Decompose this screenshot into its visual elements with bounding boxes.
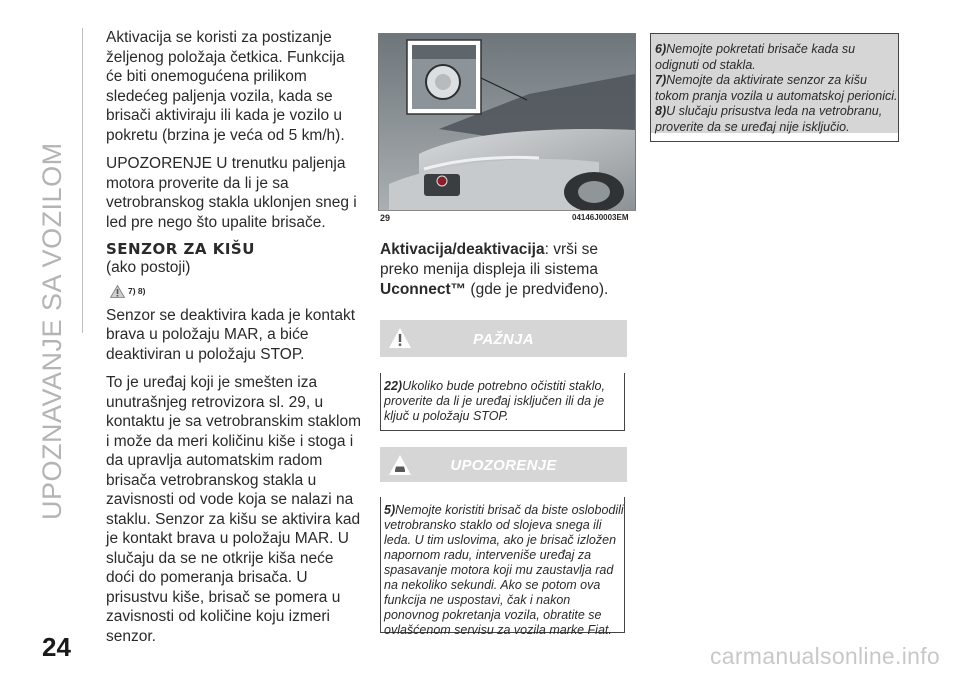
activation-label: Aktivacija/deaktivacija [380, 241, 545, 258]
paragraph-sensor-deactivation: Senzor se deaktivira kada je kontakt brava u položaju MAR, a biće deaktiviran u položaju STOP. [106, 306, 355, 363]
section-subheading: (ako postoji) [106, 259, 191, 276]
note-text: Nemojte pokretati brisače kada su odignuti od stakla. [655, 42, 856, 72]
side-divider [82, 28, 83, 333]
left-column [106, 28, 361, 655]
figure-rain-sensor [378, 33, 636, 211]
activation-text-2: (gde je predviđeno). [466, 281, 609, 298]
caution-reference: 22) [384, 379, 403, 393]
car-windshield-illustration [379, 34, 635, 210]
section-heading: SENZOR ZA KIŠU [106, 240, 255, 258]
note-text: U slučaju prisustva leda na vetrobranu, proverite da se uređaj nije isključio. [655, 104, 883, 134]
warning-header [380, 447, 627, 482]
activation-paragraph [380, 240, 636, 300]
watermark: carmanualsonline.info [709, 643, 940, 669]
caution-body [380, 373, 625, 431]
note-reference: 8) [655, 104, 667, 118]
paragraph-activation: Aktivacija se koristi za postizanje željenog položaja četkica. Funkcija će biti onemogućena prilikom sledećeg paljenja vozila, kada se brisači aktiviraju ili kada je vozilo u pokretu (brzina je veća od 5 km/h). [106, 29, 345, 144]
figure-caption-rule [378, 210, 636, 211]
note-item [655, 104, 898, 135]
note-reference: 6) [655, 42, 667, 56]
reference-markers [110, 282, 361, 302]
caution-text: Ukoliko bude potrebno očistiti staklo, proverite da li je uređaj isključen ili da je ključ u položaju STOP. [384, 379, 605, 423]
note-item [655, 73, 898, 104]
activation-text-1: : vrši se preko menija displeja ili sistema [380, 241, 598, 278]
page-number: 24 [42, 632, 71, 662]
section-side-title: UPOZNAVANJE SA VOZILOM [37, 142, 67, 520]
note-reference: 7) [655, 73, 667, 87]
warning-triangle-icon [110, 285, 125, 298]
note-text: Nemojte da aktivirate senzor za kišu tokom pranja vozila u automatskoj perionici. [655, 73, 898, 103]
reference-numbers: 7) 8) [128, 285, 146, 296]
warning-title: UPOZORENJE [450, 457, 557, 474]
caution-header [380, 320, 627, 357]
note-item [655, 42, 898, 73]
caution-title: PAŽNJA [473, 331, 534, 348]
warning-reference: 5) [384, 503, 396, 517]
paragraph-warning-snow: UPOZORENJE U trenutku paljenja motora proverite da li je sa vetrobranskog stakla uklonjen sneg i led pre nego što upalite brisače. [106, 155, 357, 231]
warning-text: Nemojte koristiti brisač da biste oslobodili vetrobransko staklo od slojeva snega ili leda. U tim uslovima, ako je brisač izložen napornom radu, interveniše uređaj za spasavanje motora koji mu zaustavlja rad na nekoliko sekundi. Ako se potom ova funkcija ne uspostavi, čak i nakon ponovnog pokretanja vozila, obratite se ovlašćenom servisu za vozila marke Fiat. [384, 503, 624, 637]
paragraph-sensor-description: To je uređaj koji je smešten iza unutrašnjeg retrovizora sl. 29, u kontaktu je sa vetrobranskim staklom i može da meri količinu kiše i stoga i da upravlja automatskim radom brisača vetrobranskog stakla u zavisnosti od vode koja se nalazi na staklu. Senzor za kišu se aktivira kad je kontakt brava u položaju MAR. U slučaju da se ne otkrije kiša neće doći do pomeranja brisača. U prisustvu kiše, brisač se pomera u zavisnosti od količine koju izmeri senzor. [106, 374, 361, 645]
warning-body [380, 497, 625, 637]
uconnect-system-name: Uconnect™ [380, 281, 467, 298]
figure-code: 04146J0003EM [572, 213, 629, 222]
figure-number: 29 [380, 213, 391, 223]
notes-box [650, 33, 899, 142]
